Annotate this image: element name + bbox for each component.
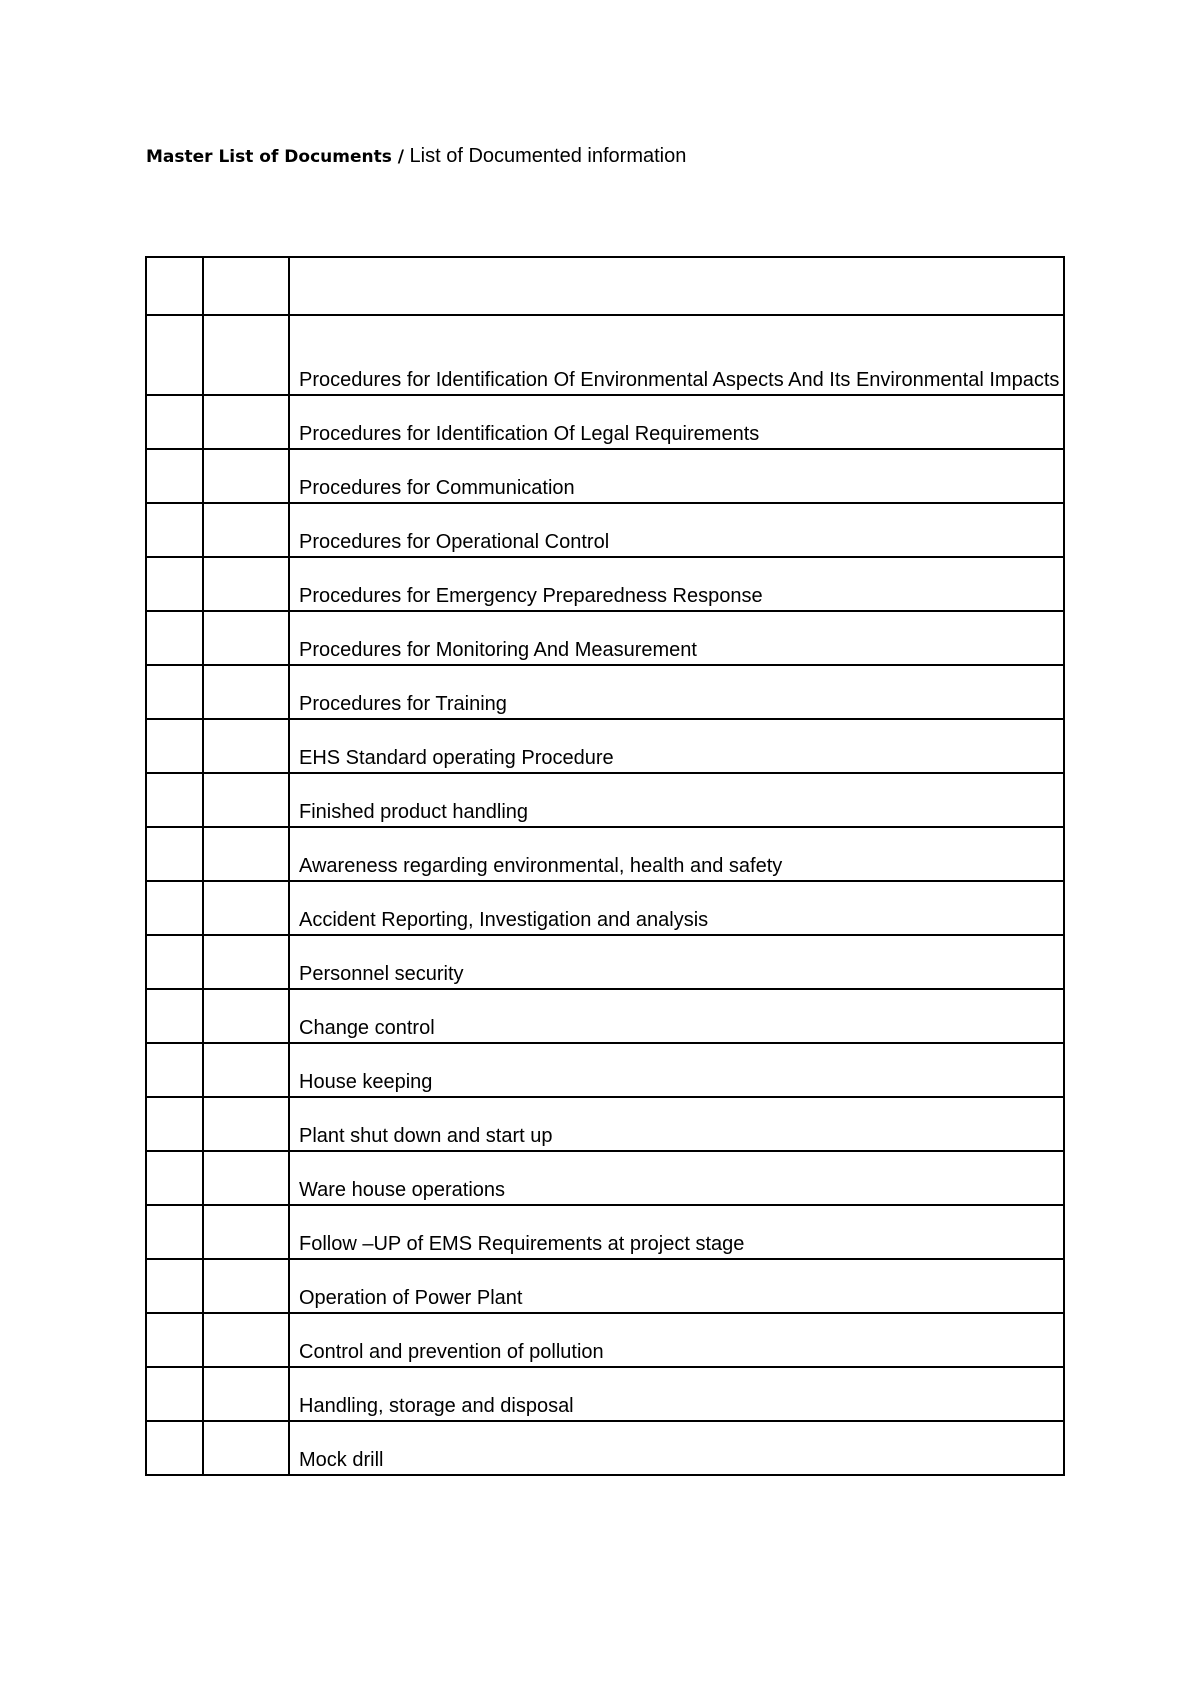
code-cell — [203, 557, 289, 611]
serial-cell — [146, 935, 203, 989]
description-cell — [289, 665, 1064, 719]
description-text: Procedures for Identification Of Environmental Aspects And Its Environmental Impacts — [299, 369, 1060, 391]
serial-cell — [146, 1259, 203, 1313]
serial-cell — [146, 449, 203, 503]
serial-cell — [146, 827, 203, 881]
serial-cell — [146, 395, 203, 449]
serial-cell — [146, 1097, 203, 1151]
code-cell — [203, 315, 289, 395]
serial-cell — [146, 1367, 203, 1421]
description-cell — [289, 773, 1064, 827]
description-text: Change control — [299, 1017, 435, 1039]
code-cell — [203, 719, 289, 773]
code-cell — [203, 1421, 289, 1475]
table-row — [146, 557, 1064, 611]
serial-cell — [146, 665, 203, 719]
table-row — [146, 665, 1064, 719]
description-text: Procedures for Communication — [299, 477, 575, 499]
code-cell — [203, 935, 289, 989]
description-text: Follow –UP of EMS Requirements at project stage — [299, 1233, 745, 1255]
description-text: EHS Standard operating Procedure — [299, 747, 614, 769]
description-text: Handling, storage and disposal — [299, 1395, 574, 1417]
description-cell — [289, 1151, 1064, 1205]
serial-cell — [146, 1421, 203, 1475]
serial-cell — [146, 881, 203, 935]
header-cell-1 — [146, 257, 203, 315]
serial-cell — [146, 557, 203, 611]
description-cell — [289, 557, 1064, 611]
table-row — [146, 1421, 1064, 1475]
description-text: Ware house operations — [299, 1179, 506, 1201]
description-text: Accident Reporting, Investigation and analysis — [299, 909, 709, 931]
serial-cell — [146, 315, 203, 395]
description-text: Procedures for Training — [299, 693, 507, 715]
description-cell — [289, 989, 1064, 1043]
description-text: Awareness regarding environmental, health and safety — [299, 855, 783, 877]
description-cell — [289, 449, 1064, 503]
page-title — [146, 145, 686, 168]
description-text: Plant shut down and start up — [299, 1125, 553, 1147]
page-title-bold: Master List of Documents / — [146, 147, 404, 167]
table-row — [146, 719, 1064, 773]
description-text: Personnel security — [299, 963, 464, 985]
description-text: Procedures for Operational Control — [299, 531, 610, 553]
description-text: House keeping — [299, 1071, 433, 1093]
description-cell — [289, 611, 1064, 665]
description-text: Control and prevention of pollution — [299, 1341, 604, 1363]
code-cell — [203, 1097, 289, 1151]
description-text: Procedures for Identification Of Legal Requirements — [299, 423, 760, 445]
table-row — [146, 1259, 1064, 1313]
code-cell — [203, 1313, 289, 1367]
table-row — [146, 395, 1064, 449]
table-row — [146, 449, 1064, 503]
description-cell — [289, 935, 1064, 989]
table-row — [146, 503, 1064, 557]
description-cell — [289, 1421, 1064, 1475]
description-text: Procedures for Monitoring And Measurement — [299, 639, 697, 661]
table-row — [146, 989, 1064, 1043]
code-cell — [203, 1259, 289, 1313]
description-text: Finished product handling — [299, 801, 529, 823]
description-text: Operation of Power Plant — [299, 1287, 523, 1309]
code-cell — [203, 989, 289, 1043]
serial-cell — [146, 1043, 203, 1097]
description-cell — [289, 315, 1064, 395]
table-row — [146, 773, 1064, 827]
serial-cell — [146, 1151, 203, 1205]
code-cell — [203, 1367, 289, 1421]
code-cell — [203, 449, 289, 503]
code-cell — [203, 827, 289, 881]
code-cell — [203, 395, 289, 449]
description-cell — [289, 1097, 1064, 1151]
serial-cell — [146, 773, 203, 827]
master-list-table — [145, 256, 1065, 1476]
page-title-subtitle: List of Documented information — [403, 145, 687, 167]
table-row — [146, 1367, 1064, 1421]
code-cell — [203, 503, 289, 557]
description-cell — [289, 827, 1064, 881]
serial-cell — [146, 989, 203, 1043]
description-cell — [289, 719, 1064, 773]
description-cell — [289, 1259, 1064, 1313]
serial-cell — [146, 503, 203, 557]
table-row — [146, 1205, 1064, 1259]
description-cell — [289, 1043, 1064, 1097]
code-cell — [203, 773, 289, 827]
serial-cell — [146, 719, 203, 773]
code-cell — [203, 881, 289, 935]
table-row — [146, 1151, 1064, 1205]
description-cell — [289, 503, 1064, 557]
description-cell — [289, 1313, 1064, 1367]
code-cell — [203, 1043, 289, 1097]
table-row — [146, 1313, 1064, 1367]
header-cell-3 — [289, 257, 1064, 315]
serial-cell — [146, 1205, 203, 1259]
table-header-row — [146, 257, 1064, 315]
description-cell — [289, 1205, 1064, 1259]
description-text: Procedures for Emergency Preparedness Response — [299, 585, 763, 607]
code-cell — [203, 611, 289, 665]
table-row — [146, 611, 1064, 665]
description-cell — [289, 395, 1064, 449]
table-row — [146, 881, 1064, 935]
description-cell — [289, 881, 1064, 935]
code-cell — [203, 1205, 289, 1259]
description-text: Mock drill — [299, 1449, 384, 1471]
description-cell — [289, 1367, 1064, 1421]
code-cell — [203, 1151, 289, 1205]
table-row — [146, 1097, 1064, 1151]
table-row — [146, 1043, 1064, 1097]
header-cell-2 — [203, 257, 289, 315]
table-row — [146, 827, 1064, 881]
table-row — [146, 935, 1064, 989]
code-cell — [203, 665, 289, 719]
serial-cell — [146, 1313, 203, 1367]
table-row — [146, 315, 1064, 395]
serial-cell — [146, 611, 203, 665]
